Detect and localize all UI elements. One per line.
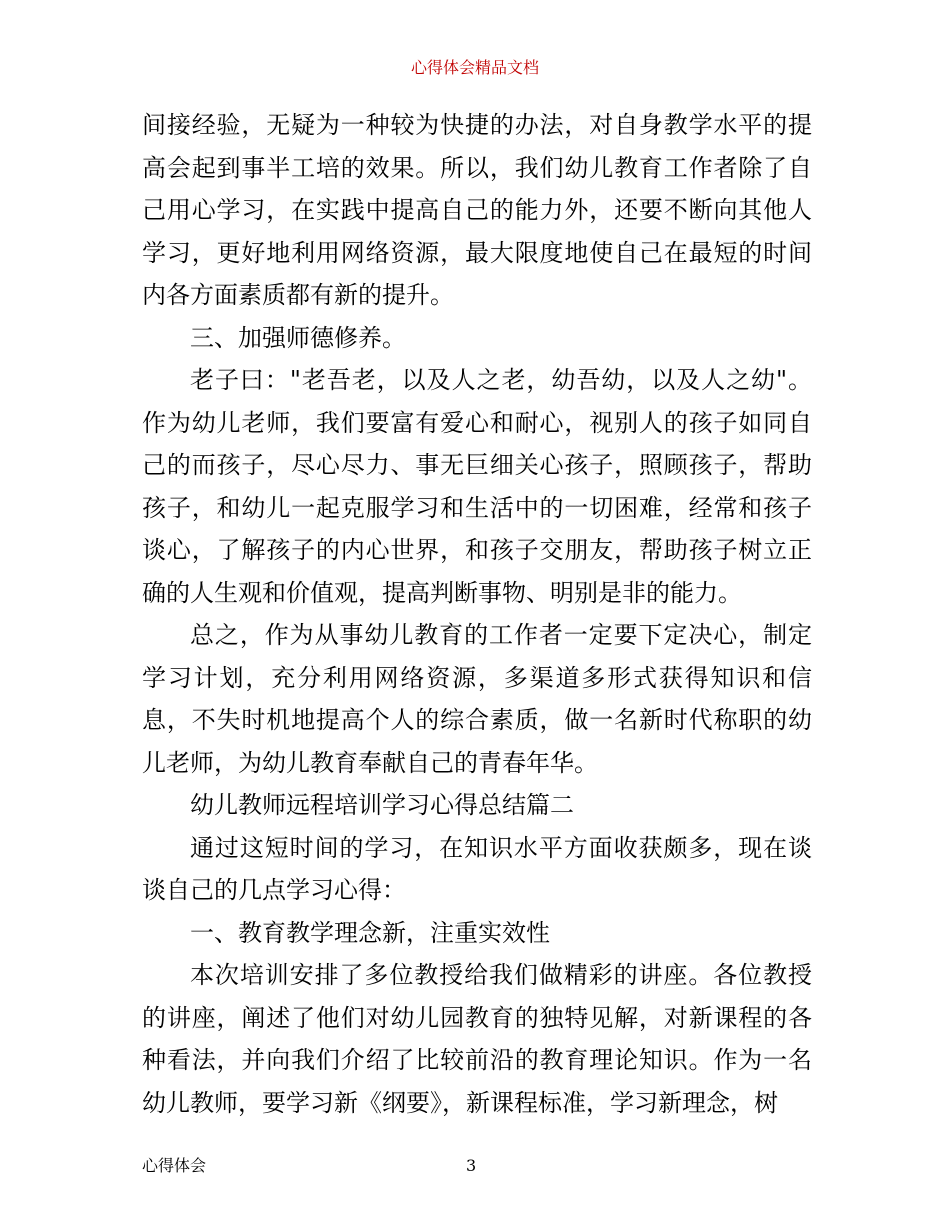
document-header: 心得体会精品文档 bbox=[410, 58, 539, 77]
paragraph: 三、加强师德修养。 bbox=[190, 323, 406, 352]
section-heading: 幼儿教师远程培训学习心得总结篇二 bbox=[190, 791, 574, 819]
paragraph: 总之，作为从事幼儿教育的工作者一定要下定决心，制定学习计划，充分利用网络资源，多渠道多形式获得知识和信息，不失时机地提高个人的综合素质，做一名新时代称职的幼儿老师，为幼儿教育奉献自己的青春年华。 bbox=[142, 621, 812, 777]
page-number: 3 bbox=[466, 1156, 477, 1175]
document-body bbox=[142, 104, 812, 1124]
paragraph: 通过这短时间的学习，在知识水平方面收获颇多，现在谈谈自己的几点学习心得： bbox=[142, 833, 812, 904]
paragraph: 本次培训安排了多位教授给我们做精彩的讲座。各位教授的讲座，阐述了他们对幼儿园教育的独特见解，对新课程的各种看法，并向我们介绍了比较前沿的教育理论知识。作为一名幼儿教师，要学习新《纲要》，新课程标准，学习新理念，树 bbox=[142, 961, 812, 1117]
section-heading: 一、教育教学理念新，注重实效性 bbox=[190, 918, 550, 947]
paragraph: 间接经验，无疑为一种较为快捷的办法，对自身教学水平的提高会起到事半工培的效果。所以，我们幼儿教育工作者除了自己用心学习，在实践中提高自己的能力外，还要不断向其他人学习，更好地利用网络资源，最大限度地使自己在最短的时间内各方面素质都有新的提升。 bbox=[142, 111, 812, 309]
footer-label: 心得体会 bbox=[142, 1156, 207, 1175]
paragraph: 老子曰："老吾老，以及人之老，幼吾幼，以及人之幼"。作为幼儿老师，我们要富有爱心和耐心，视别人的孩子如同自己的而孩子，尽心尽力、事无巨细关心孩子，照顾孩子，帮助孩子，和幼儿一起克服学习和生活中的一切困难，经常和孩子谈心，了解孩子的内心世界，和孩子交朋友，帮助孩子树立正确的人生观和价值观，提高判断事物、明别是非的能力。 bbox=[142, 366, 812, 607]
